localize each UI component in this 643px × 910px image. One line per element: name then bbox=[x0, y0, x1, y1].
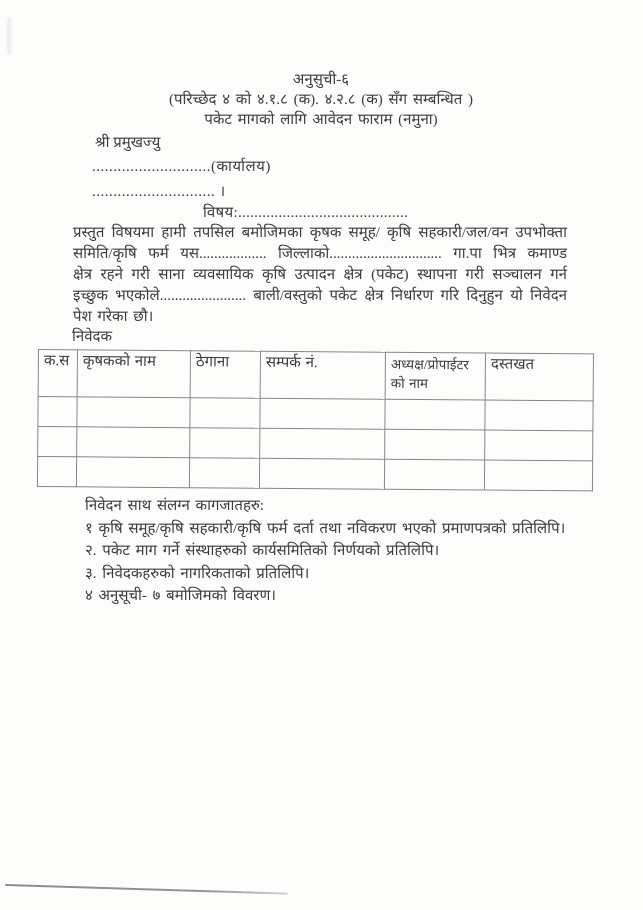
form-title: पकेट मागको लागि आवेदन फाराम (नमुना) bbox=[204, 112, 438, 128]
header-cell-farmer-name: कृषकको नाम bbox=[77, 350, 190, 398]
empty-cell bbox=[385, 429, 485, 460]
attachments-heading: निवेदन साथ संलग्न कागजातहरु: bbox=[85, 498, 265, 514]
attachment-item: ३. निवेदकहरुको नागरिकताको प्रतिलिपि। bbox=[85, 565, 310, 582]
document-header bbox=[75, 70, 567, 130]
address-blank-line: ............................. । bbox=[92, 184, 226, 200]
empty-cell bbox=[38, 427, 77, 457]
farmers-table bbox=[37, 349, 594, 491]
scan-left-smudge bbox=[7, 18, 11, 54]
farmers-table-empty-row bbox=[37, 457, 592, 491]
empty-cell bbox=[189, 458, 259, 489]
paragraph-line: समिति/कृषि फर्म यस.................. जिल्लाको.............................. गा.पा भित्र कमाण्ड bbox=[73, 246, 567, 262]
empty-cell bbox=[384, 459, 484, 490]
scan-bottom-edge-line bbox=[5, 884, 288, 895]
empty-cell bbox=[260, 398, 385, 429]
annex-title: अनुसुची-६ bbox=[292, 72, 350, 88]
paragraph-line: क्षेत्र रहने गरी साना व्यवसायिक कृषि उत्पादन क्षेत्र (पकेट) स्थापना गरी सञ्चालन गर्न bbox=[73, 267, 567, 283]
empty-cell bbox=[260, 428, 385, 459]
application-paragraph bbox=[73, 223, 567, 328]
empty-cell bbox=[485, 430, 593, 461]
farmers-table-wrapper bbox=[37, 349, 594, 491]
subject-line: विषय:.......................................... bbox=[203, 205, 409, 221]
header-cell-signature: दस्तखत bbox=[485, 353, 593, 401]
empty-cell bbox=[76, 457, 189, 488]
empty-cell bbox=[77, 397, 190, 428]
clause-reference: (परिच्छेद ४ को ४.१.८ (क). ४.२.८ (क) सँग सम्बन्धित ) bbox=[168, 92, 474, 108]
farmers-table-header-row bbox=[38, 350, 593, 401]
header-cell-serial-no: क.स bbox=[38, 350, 77, 397]
attachment-item: ४ अनुसूची- ७ बमोजिमको विवरण। bbox=[85, 588, 276, 605]
office-blank-line: ............................(कार्यालय) bbox=[92, 159, 271, 175]
empty-cell bbox=[190, 398, 260, 429]
paragraph-line: पेश गरेका छौ। bbox=[73, 309, 154, 325]
empty-cell bbox=[37, 457, 76, 487]
header-cell-contact-no: सम्पर्क नं. bbox=[260, 351, 385, 399]
empty-cell bbox=[385, 399, 485, 430]
attachments-section bbox=[85, 495, 605, 608]
attachment-item: १ कृषि समूह/कृषि सहकारी/कृषि फर्म दर्ता तथा नविकरण भएको प्रमाणपत्रको प्रतिलिपि। bbox=[85, 520, 566, 537]
applicant-label: निवेदक bbox=[72, 329, 113, 345]
paragraph-line: इच्छुक भएकोले....................... बाली/वस्तुको पकेट क्षेत्र निर्धारण गरि दिनुहुन यो निवेदन bbox=[73, 288, 567, 304]
empty-cell bbox=[77, 427, 190, 458]
farmers-table-empty-row bbox=[38, 427, 593, 461]
header-cell-chairman-name: अध्यक्ष/प्रोपाईटर को नाम bbox=[385, 352, 485, 400]
attachment-item: २. पकेट माग गर्ने संस्थाहरुको कार्यसमितिको निर्णयको प्रतिलिपि। bbox=[85, 543, 440, 560]
empty-cell bbox=[484, 460, 592, 491]
empty-cell bbox=[485, 400, 593, 431]
salutation-line: श्री प्रमुखज्यु bbox=[95, 135, 161, 151]
empty-cell bbox=[259, 458, 384, 489]
header-cell-address: ठेगाना bbox=[190, 351, 260, 399]
paragraph-line: प्रस्तुत विषयमा हामी तपसिल बमोजिमका कृषक समूह/ कृषि सहकारी/जल/वन उपभोक्ता bbox=[73, 225, 567, 241]
empty-cell bbox=[38, 397, 77, 427]
farmers-table-empty-row bbox=[38, 397, 593, 431]
empty-cell bbox=[190, 428, 260, 459]
